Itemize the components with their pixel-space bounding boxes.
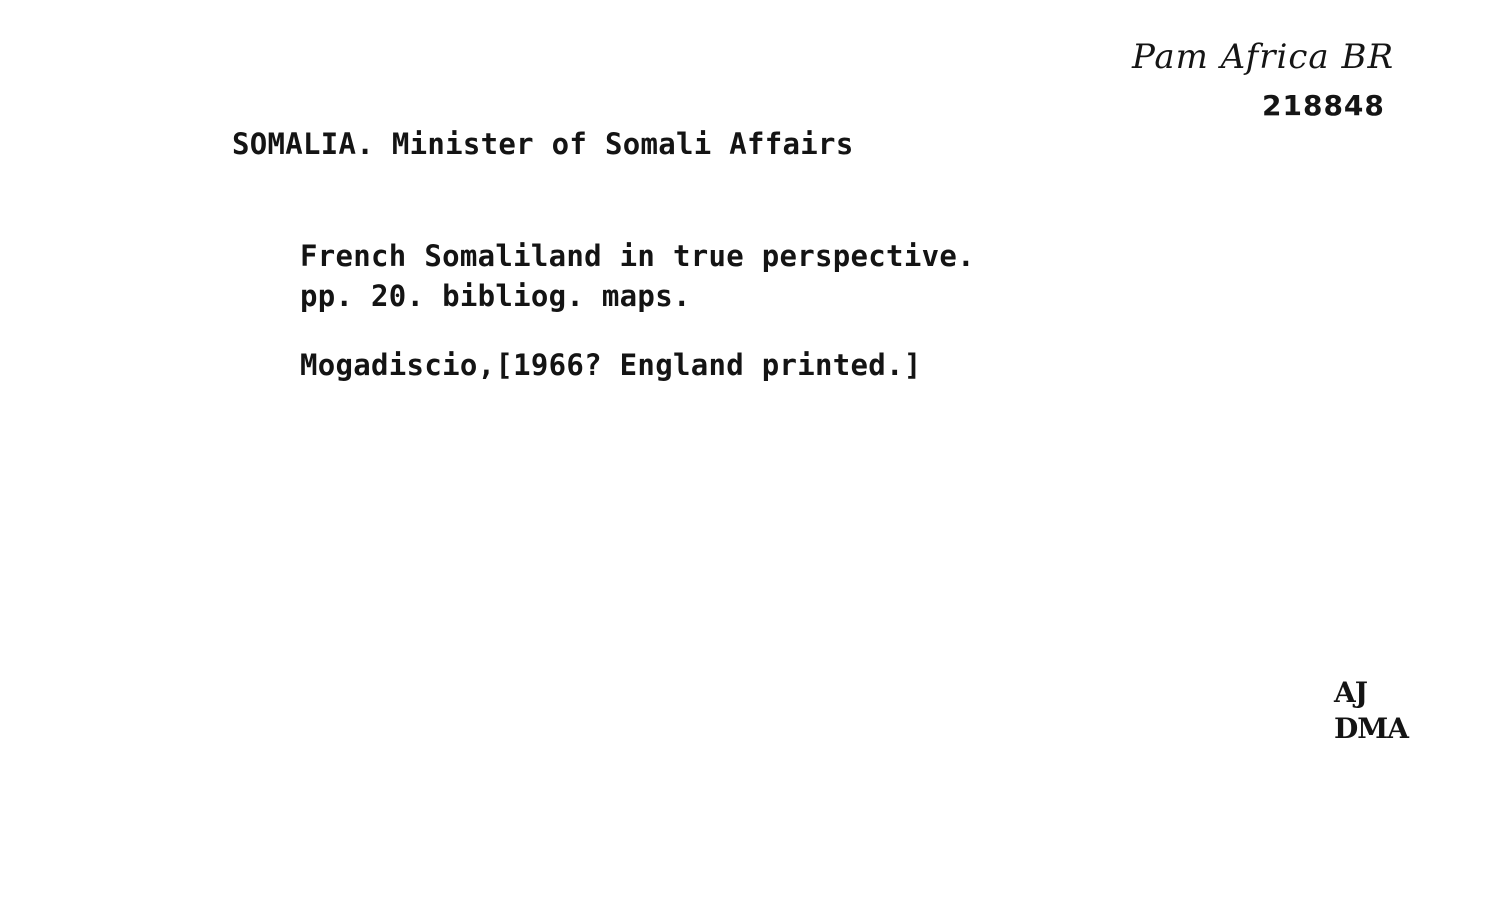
card-collation: pp. 20. bibliog. maps. [300, 279, 691, 313]
call-number-line2: 218848 [1262, 89, 1385, 122]
card-heading: SOMALIA. Minister of Somali Affairs [232, 127, 854, 161]
card-title: French Somaliland in true perspective. [300, 239, 975, 273]
card-imprint: Mogadiscio,[1966? England printed.] [300, 348, 922, 382]
cataloger-initials-line2: DMA [1334, 712, 1408, 745]
call-number-line1: Pam Africa BR [1132, 37, 1395, 77]
cataloger-initials-line1: AJ [1334, 676, 1367, 709]
